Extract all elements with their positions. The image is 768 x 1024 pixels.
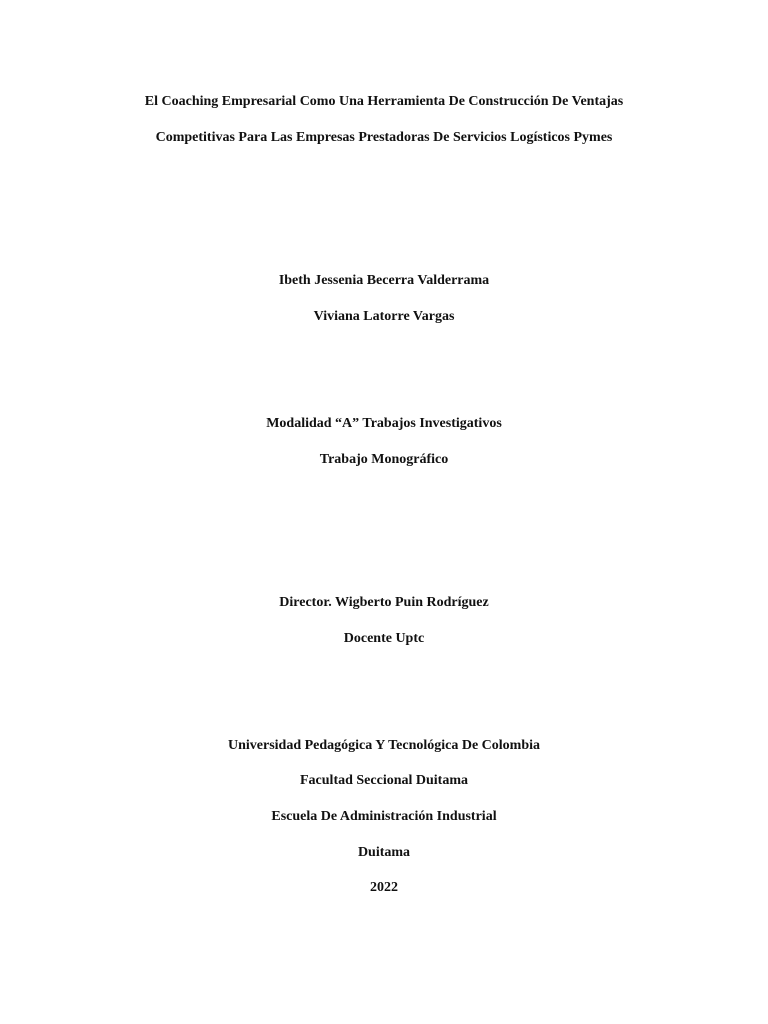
author-1: Ibeth Jessenia Becerra Valderrama <box>278 273 490 288</box>
year: 2022 <box>370 880 398 895</box>
university-name: Universidad Pedagógica Y Tecnológica De Colombia <box>227 738 541 753</box>
director-role: Docente Uptc <box>343 631 425 646</box>
faculty-name: Facultad Seccional Duitama <box>300 773 468 788</box>
work-type-line: Trabajo Monográfico <box>319 452 449 467</box>
director-name: Director. Wigberto Puin Rodríguez <box>279 595 489 610</box>
modality-line: Modalidad “A” Trabajos Investigativos <box>266 416 502 431</box>
author-2: Viviana Latorre Vargas <box>313 309 455 324</box>
school-name: Escuela De Administración Industrial <box>271 809 497 824</box>
title-line-1: El Coaching Empresarial Como Una Herramienta De Construcción De Ventajas <box>144 94 624 109</box>
city-name: Duitama <box>357 845 411 860</box>
title-line-2: Competitivas Para Las Empresas Prestadoras De Servicios Logísticos Pymes <box>155 130 613 145</box>
